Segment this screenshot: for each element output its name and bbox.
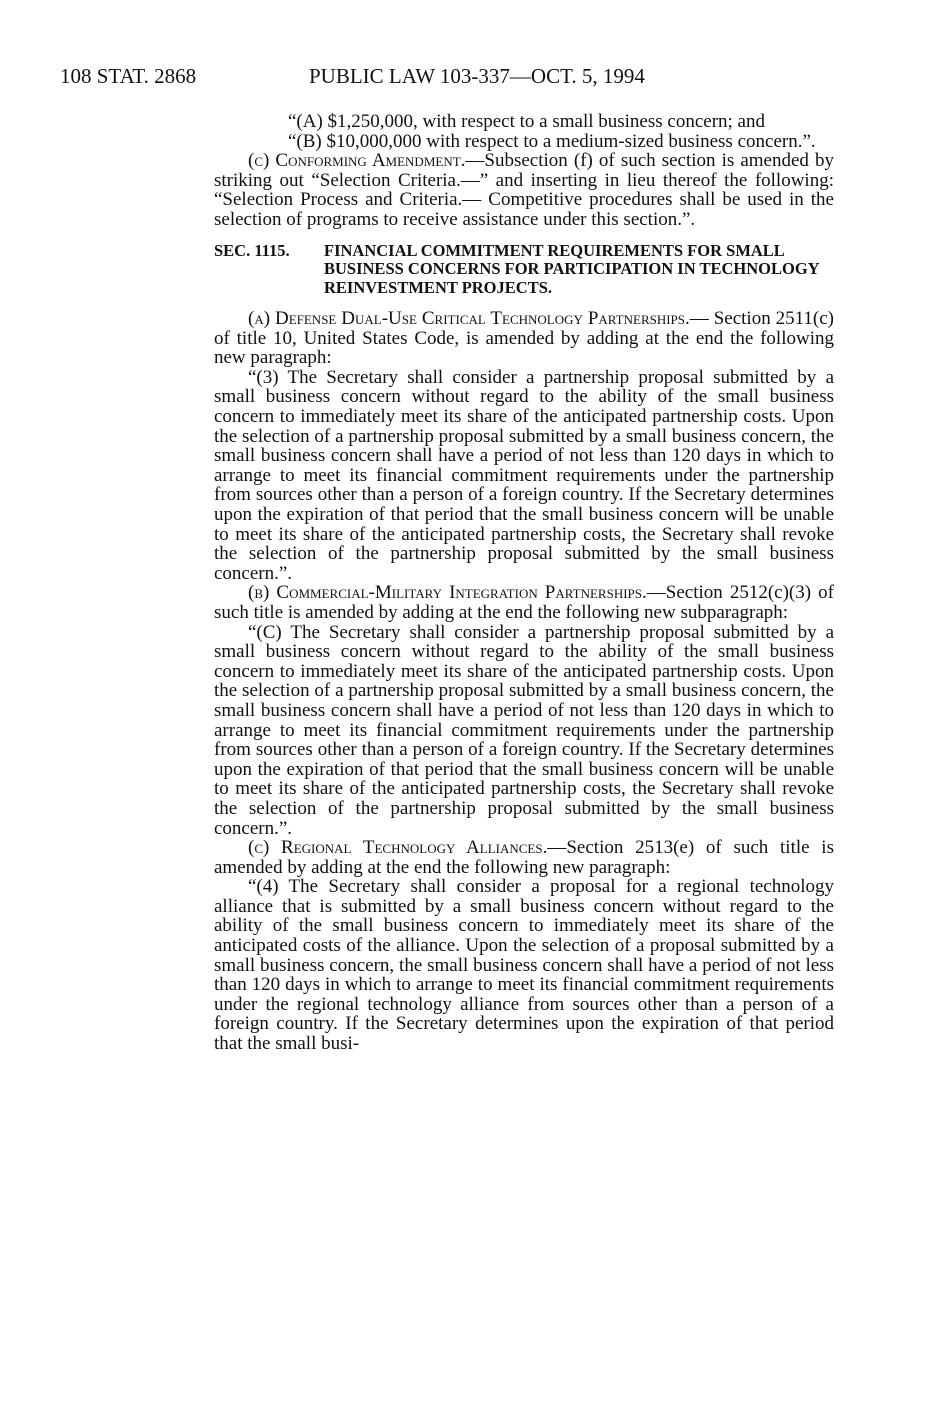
paragraph-3-text: “(3) The Secretary shall consider a partnership proposal submitted by a small business concern without regard to the ability of the small business concern to immediately meet its share of the anticipated partnership costs. Upon the selection of a partnership proposal submitted by a small business concern, the small business concern shall have a period of not less than 120 days in which to arrange to meet its financial commitment requirements under the partnership from sources other than a person of a foreign country. If the Secretary determines upon the expiration of that period that the small business concern will be unable to meet its share of the anticipated partnership costs, the Secretary shall revoke the selection of the partnership proposal submitted by the small business concern.”. — [214, 366, 834, 584]
document-body — [214, 112, 834, 1054]
paragraph-a-amount: “(A) $1,250,000, with respect to a small business concern; and — [288, 111, 765, 132]
subsection-c-text: —Subsection (f) of such section is amended by striking out “Selection Criteria.—” and inserting in lieu thereof the following: “Selection Process and Criteria.— Competitive procedures shall be used in the selection of programs to receive assistance under this section.”. — [214, 150, 834, 230]
stat-page-number: 108 STAT. 2868 — [60, 64, 197, 88]
section-number: SEC. 1115. — [214, 240, 290, 260]
paragraph-4-text: “(4) The Secretary shall consider a proposal for a regional technology alliance that is submitted by a small business concern without regard to the ability of the small business concern to immediately meet its share of the anticipated costs of the alliance. Upon the selection of a proposal submitted by a small business concern, the small business concern shall have a period of not less than 120 days in which to arrange to meet its financial commitment requirements under the regional technology alliance from sources other than a person of a foreign country. If the Secretary determines upon the expiration of that period that the small busi- — [214, 876, 834, 1055]
page-header — [60, 64, 889, 94]
section-heading — [214, 242, 834, 298]
subsection-a — [214, 309, 834, 368]
subsection-b — [214, 583, 834, 622]
public-law-citation: PUBLIC LAW 103-337—OCT. 5, 1994 — [309, 64, 645, 88]
subsection-c2-heading: (c) Regional Technology Alliances. — [248, 837, 548, 859]
subsection-c-heading: (c) Conforming Amendment. — [248, 150, 466, 172]
subsection-a-heading: (a) Defense Dual-Use Critical Technology Partnerships. — [248, 308, 690, 330]
subsection-c-conforming — [214, 151, 834, 229]
section-title: FINANCIAL COMMITMENT REQUIREMENTS FOR SMALL BUSINESS CONCERNS FOR PARTICIPATION IN TECHNOLOGY REINVESTMENT PROJECTS. — [324, 240, 819, 297]
subsection-c-regional — [214, 838, 834, 877]
paragraph-b-amount: “(B) $10,000,000 with respect to a medium-sized business concern.”. — [288, 130, 816, 152]
subsection-b-text: —Section 2512(c)(3) of such title is amended by adding at the end the following new subparagraph: — [214, 582, 835, 623]
subsection-a-text: — Section 2511(c) of title 10, United States Code, is amended by adding at the end the following new paragraph: — [214, 308, 835, 369]
subsection-b-heading: (b) Commercial-Military Integration Partnerships. — [248, 582, 647, 604]
subparagraph-c-text: “(C) The Secretary shall consider a partnership proposal submitted by a small business concern without regard to the ability of the small business concern to immediately meet its share of the anticipated partnership costs. Upon the selection of a partnership proposal submitted by a small business concern, the small business concern shall have a period of not less than 120 days in which to arrange to meet its financial commitment requirements under the partnership from sources other than a person of a foreign country. If the Secretary determines upon the expiration of that period that the small business concern will be unable to meet its share of the anticipated partnership costs, the Secretary shall revoke the selection of the partnership proposal submitted by the small business concern.”. — [214, 621, 834, 839]
subsection-c2-text: —Section 2513(e) of such title is amended by adding at the end the following new paragraph: — [214, 837, 834, 878]
